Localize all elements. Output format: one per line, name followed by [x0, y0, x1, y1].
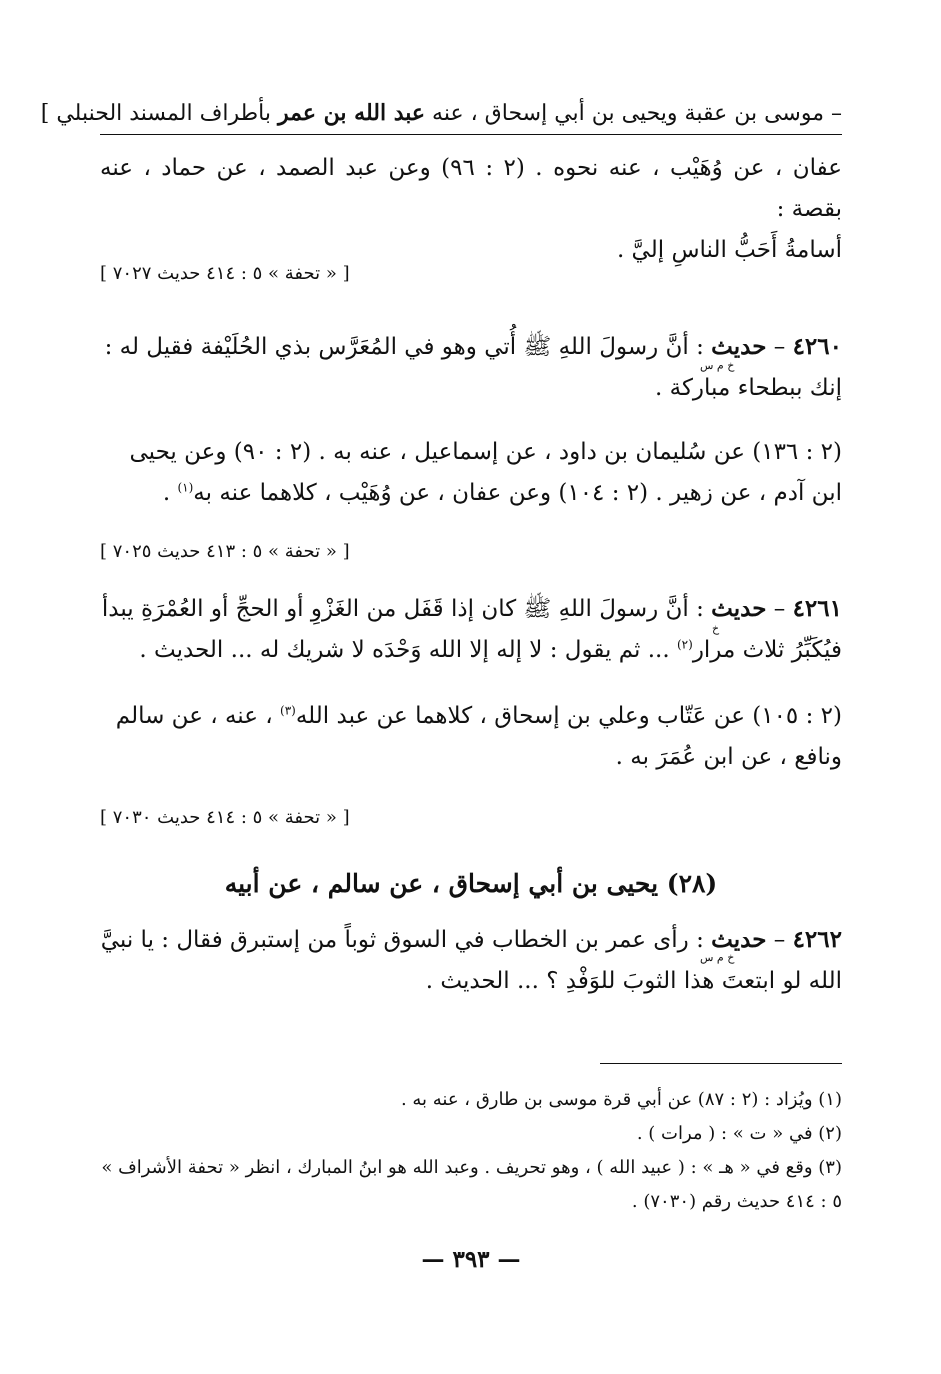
- text: ، عنه ، عن سالم: [115, 703, 281, 729]
- hadith-keyword: حديث: [711, 595, 767, 622]
- footnote: (٢) في « ت » : ( مرات ) .: [636, 1123, 842, 1144]
- hadith-keyword: حديث: [711, 333, 767, 360]
- hadith-number: ٤٢٦٢: [792, 926, 842, 953]
- line: أسامةُ أَحَبُّ الناسِ إليَّ .: [616, 237, 842, 263]
- sigla: خ: [712, 622, 720, 635]
- running-header: [40, 96, 842, 130]
- footnote-marker: (١): [177, 480, 194, 495]
- line: عفان ، عن وُهَيْب ، عنه نحوه . (٢ : ٩٦) وعن عبد الصمد ، عن حماد ، عنه بقصة :: [100, 155, 843, 222]
- tuhfa-reference: [ « تحفة » ٥ : ٤١٤ حديث ٧٠٣٠ ]: [100, 807, 350, 828]
- header-rule: [100, 134, 842, 135]
- hadith-keyword: حديث: [711, 926, 767, 953]
- text: ابن آدم ، عن زهير . (٢ : ١٠٤) وعن عفان ، عن وُهَيْب ، كلاهما عنه به: [193, 480, 842, 506]
- footnote-rule: [600, 1063, 842, 1064]
- tuhfa-reference: [ « تحفة » ٥ : ٤١٣ حديث ٧٠٢٥ ]: [100, 541, 350, 562]
- text: فيُكَبِّرُ ثلاث مرار: [692, 637, 842, 663]
- section-title: (٢٨) يحيى بن أبي إسحاق ، عن سالم ، عن أبيه: [224, 869, 718, 898]
- header-bold: عبد الله بن عمر: [277, 100, 426, 126]
- hadith-text: : رأى عمر بن الخطاب في السوق ثوباً من إستبرق فقال : يا نبيَّ: [100, 927, 704, 953]
- page-number: — ٣٩٣ —: [421, 1246, 521, 1273]
- hadith-text: : أنَّ رسولَ اللهِ ﷺ أُتي وهو في المُعَرَّس بذي الحُلَيْفة فقيل له :: [104, 334, 704, 360]
- hadith-text: : أنَّ رسولَ اللهِ ﷺ كان إذا قَفَل من الغَزْوِ أو الحجِّ أو العُمْرَةِ يبدأ: [101, 596, 704, 622]
- footnote: (١) ويُزاد : (٢ : ٨٧) عن أبي قرة موسى بن طارق ، عنه به .: [400, 1089, 842, 1110]
- text: ... ثم يقول : لا إله إلا الله وَحْدَه لا شريك له ... الحديث .: [139, 637, 677, 663]
- header-right: – موسى بن عقبة ويحيى بن أبي إسحاق ، عنه: [432, 101, 842, 126]
- line: [100, 473, 842, 514]
- paragraph-sources: [100, 696, 842, 778]
- line: (٢ : ١٣٦) عن سُليمان بن داود ، عن إسماعيل ، عنه به . (٢ : ٩٠) وعن يحيى: [129, 439, 842, 465]
- line: [100, 696, 842, 737]
- footnote-marker: (٢): [676, 637, 693, 652]
- line: [100, 588, 842, 630]
- line: ونافع ، عن ابن عُمَرَ به .: [615, 744, 842, 770]
- paragraph-sources: [100, 432, 842, 514]
- sigla: خ م س: [700, 951, 735, 964]
- sigla: خ م س: [700, 359, 735, 372]
- text: (٢ : ١٠٥) عن عَتّاب وعلي بن إسحاق ، كلاهما عن عبد الله: [295, 703, 842, 729]
- line: إنك ببطحاء مباركة .: [655, 375, 842, 401]
- footnote: (٣) وقع في « هـ » : ( عبيد الله ) ، وهو تحريف . وعبد الله هو ابنُ المبارك ، انظر « تحفة الأشراف »: [101, 1157, 842, 1178]
- hadith-number: ٤٢٦٠: [792, 333, 842, 360]
- footnotes: [100, 1083, 842, 1219]
- hadith-4261: [100, 588, 842, 671]
- dash: –: [773, 927, 786, 953]
- line: [100, 630, 842, 671]
- footnote-marker: (٣): [280, 703, 296, 718]
- line: الله لو ابتعتَ هذا الثوبَ للوَفْدِ ؟ ... الحديث .: [425, 968, 842, 994]
- hadith-number: ٤٢٦١: [792, 595, 842, 622]
- tuhfa-reference: [ « تحفة » ٥ : ٤١٤ حديث ٧٠٢٧ ]: [100, 263, 350, 284]
- paragraph-continuation: [100, 148, 842, 271]
- footnote: ٥ : ٤١٤ حديث رقم (٧٠٣٠) .: [631, 1191, 842, 1212]
- dash: –: [773, 334, 786, 360]
- header-left: بأطراف المسند الحنبلي ]: [40, 101, 271, 126]
- dash: –: [773, 596, 786, 622]
- text: .: [162, 480, 178, 506]
